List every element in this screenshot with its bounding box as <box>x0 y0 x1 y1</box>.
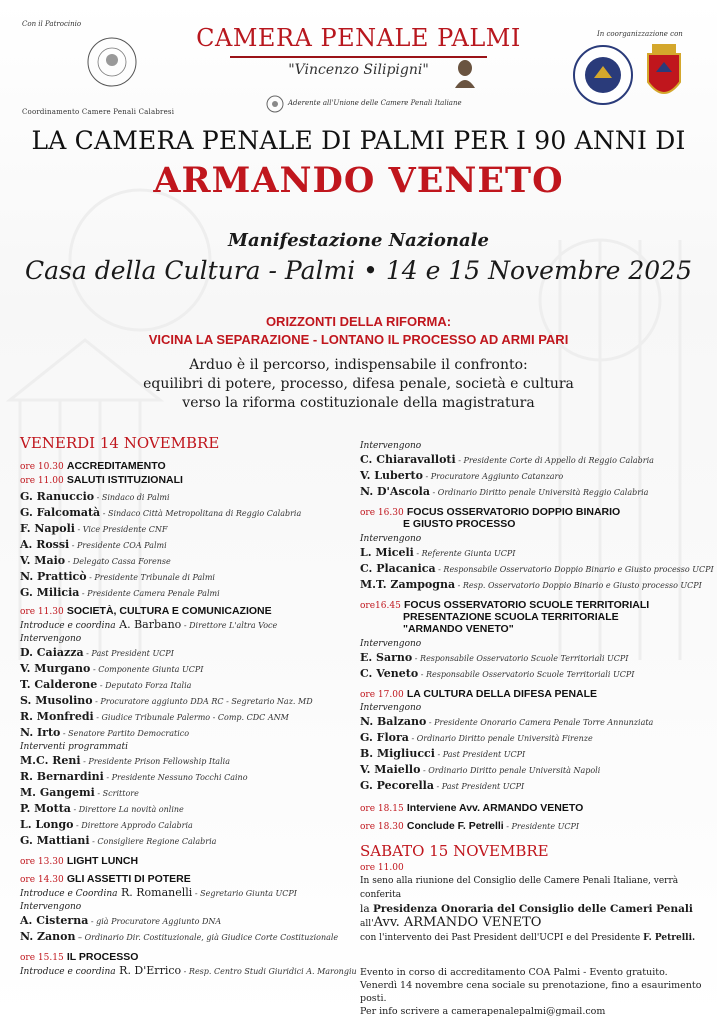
speaker-role: - già Procuratore Aggiunto DNA <box>88 917 222 926</box>
speaker-role: - Presidente COA Palmi <box>69 541 167 550</box>
speaker-row <box>20 693 355 709</box>
speaker-name: V. Luberto <box>360 469 423 482</box>
speaker-row <box>360 577 710 593</box>
speaker-row <box>360 746 710 762</box>
speaker-name: M.C. Reni <box>20 754 81 767</box>
slot-accreditamento: ore 10.30 ACCREDITAMENTO <box>20 460 166 472</box>
footer-line-2: Venerdì 14 novembre cena sociale su prenotazione, fino a esaurimento posti. <box>360 980 702 1004</box>
speaker-role: - Direttore Approdo Calabria <box>73 821 193 830</box>
tema-intro <box>0 356 717 413</box>
speaker-row <box>360 778 710 794</box>
speaker-row <box>20 769 355 785</box>
speaker-row <box>360 666 710 682</box>
slot-sabato: ore 11.00 <box>360 863 404 873</box>
speaker-role: - Responsabile Osservatorio Doppio Binario e Giusto processo UCPI <box>435 565 714 574</box>
s3-intro: Introduce e coordina A. Barbano - Direttore L'altra Voce <box>20 618 278 631</box>
footer-info <box>360 966 710 1018</box>
tema-intro-3: verso la riforma costituzionale della magistratura <box>182 395 535 411</box>
s9-list <box>360 714 710 794</box>
speaker-role: - Consigliere Regione Calabria <box>89 837 217 846</box>
speaker-row <box>360 452 710 468</box>
honoree-name: ARMANDO VENETO <box>153 160 564 201</box>
camera-penale-subtitle: "Vincenzo Silipigni" <box>288 62 429 78</box>
s9-intervengono-label: Intervengono <box>360 703 422 713</box>
speaker-row <box>360 714 710 730</box>
speaker-name: G. Milicia <box>20 586 80 599</box>
speaker-role: - Presidente Tribunale di Palmi <box>86 573 215 582</box>
speaker-row <box>20 833 355 849</box>
speaker-row <box>20 505 355 521</box>
speaker-role: - Sindaco di Palmi <box>94 493 170 502</box>
tema-line-2: VICINA LA SEPARAZIONE - LONTANO IL PROCESSO AD ARMI PARI <box>148 332 569 347</box>
speaker-name: T. Calderone <box>20 678 98 691</box>
slot-conclude: ore 18.30 Conclude F. Petrelli - Presidente UCPI <box>360 820 580 832</box>
speaker-name: N. Zanon <box>20 930 76 943</box>
event-place-date: Casa della Cultura - Palmi • 14 e 15 Novembre 2025 <box>25 256 692 285</box>
speaker-name: P. Motta <box>20 802 71 815</box>
speaker-role: - Past President UCPI <box>83 649 174 658</box>
speaker-role: - Responsabile Osservatorio Scuole Territoriali UCPI <box>412 654 629 663</box>
speaker-name: N. Balzano <box>360 715 427 728</box>
s5-list <box>20 913 355 945</box>
tema-intro-2: equilibri di potere, processo, difesa penale, società e cultura <box>143 376 574 392</box>
speaker-name: G. Flora <box>360 731 409 744</box>
speaker-row <box>20 489 355 505</box>
speaker-role: - Ordinario Diritto penale Università Firenze <box>408 734 593 743</box>
slot-cultura-difesa: ore 17.00 LA CULTURA DELLA DIFESA PENALE <box>360 688 598 700</box>
footer-line-1: Evento in corso di accreditamento COA Palmi - Evento gratuito. <box>360 967 668 978</box>
speaker-role: - Responsabile Osservatorio Scuole Territoriali UCPI <box>418 670 635 679</box>
speaker-role: - Giudice Tribunale Palermo - Comp. CDC ANM <box>93 713 289 722</box>
s5-intervengono-label: Intervengono <box>20 902 82 912</box>
aderente-label: Aderente all'Unione delle Camere Penali Italiane <box>288 99 462 107</box>
speaker-row <box>20 709 355 725</box>
ordine-avvocati-seal-icon <box>572 44 634 106</box>
slot-processo: ore 15.15 IL PROCESSO <box>20 951 139 963</box>
speaker-name: N. Pratticò <box>20 570 87 583</box>
slot-scuole: ore16.45 FOCUS OSSERVATORIO SCUOLE TERRITORIALI PRESENTAZIONE SCUOLA TERRITORIALE "ARMANDO VENETO" <box>360 599 650 635</box>
ucpi-small-seal-icon <box>266 95 284 113</box>
day-heading: VENERDI 14 NOVEMBRE <box>20 434 220 452</box>
speaker-name: G. Mattiani <box>20 834 90 847</box>
speaker-role: - Referente Giunta UCPI <box>413 549 516 558</box>
speaker-row <box>20 645 355 661</box>
speaker-name: D. Caiazza <box>20 646 84 659</box>
speaker-role: - Direttore La novità online <box>70 805 184 814</box>
speaker-name: L. Miceli <box>360 546 414 559</box>
speaker-role: - Procuratore Aggiunto Catanzaro <box>422 472 564 481</box>
sabato-line-3: all'Avv. ARMANDO VENETO <box>360 915 542 930</box>
r1-intervengono-label: Intervengono <box>360 441 422 451</box>
speaker-name: G. Pecorella <box>360 779 434 792</box>
speaker-role: - Senatore Partito Democratico <box>60 729 190 738</box>
speaker-name: C. Placanica <box>360 562 436 575</box>
s7-list <box>360 545 714 593</box>
speaker-role: - Past President UCPI <box>434 750 526 759</box>
speaker-name: R. Bernardini <box>20 770 104 783</box>
interventi-label: Interventi programmati <box>20 742 128 752</box>
speaker-name: E. Sarno <box>360 651 413 664</box>
speaker-row <box>20 677 355 693</box>
tema-heading <box>0 313 717 349</box>
speaker-row <box>360 545 710 561</box>
bust-icon <box>452 58 478 88</box>
speaker-name: S. Musolino <box>20 694 93 707</box>
title-underline <box>230 56 487 58</box>
speaker-row <box>20 725 355 741</box>
speaker-role: - Scrittore <box>94 789 139 798</box>
speaker-role: - Ordinario Diritto penale Università Napoli <box>420 766 601 775</box>
s5-intro: Introduce e Coordina R. Romanelli - Segretario Giunta UCPI <box>20 886 297 899</box>
speaker-role: - Vice Presidente CNF <box>74 525 168 534</box>
speaker-name: B. Migliucci <box>360 747 435 760</box>
slot-doppio-binario: ore 16.30 FOCUS OSSERVATORIO DOPPIO BINARIO E GIUSTO PROCESSO <box>360 506 621 530</box>
speaker-row <box>360 762 710 778</box>
speaker-role: – Ordinario Dir. Costituzionale, già Giudice Corte Costituzionale <box>75 933 339 942</box>
sabato-line-1: In seno alla riunione del Consiglio delle Camere Penali Italiane, verrà conferita <box>360 876 679 900</box>
speaker-role: - Presidente Corte di Appello di Reggio Calabria <box>455 456 654 465</box>
speaker-name: N. Irto <box>20 726 61 739</box>
speaker-role: - Delegato Cassa Forense <box>65 557 171 566</box>
speaker-row <box>20 753 355 769</box>
s8-list <box>360 650 710 682</box>
speaker-row <box>360 650 710 666</box>
speaker-name: F. Napoli <box>20 522 75 535</box>
slot-societa: ore 11.30 SOCIETÀ, CULTURA E COMUNICAZIONE <box>20 605 272 617</box>
program-day-1-continued <box>360 440 714 945</box>
speaker-name: G. Ranuccio <box>20 490 95 503</box>
speaker-row <box>360 484 710 500</box>
interventi-list <box>20 753 355 849</box>
slot-assetti: ore 14.30 GLI ASSETTI DI POTERE <box>20 873 191 885</box>
speaker-role: - Procuratore aggiunto DDA RC - Segretario Naz. MD <box>92 697 313 706</box>
speaker-name: A. Rossi <box>20 538 70 551</box>
r1-list <box>360 452 710 500</box>
tema-intro-1: Arduo è il percorso, indispensabile il confronto: <box>189 357 528 373</box>
speaker-row <box>20 569 355 585</box>
speaker-name: M.T. Zampogna <box>360 578 456 591</box>
s3-list <box>20 645 355 741</box>
s6-intro: Introduce e coordina R. D'Errico - Resp. Centro Studi Giuridici A. Marongiu <box>20 964 357 977</box>
speaker-row <box>360 561 714 577</box>
speaker-row <box>20 817 355 833</box>
s8-intervengono-label: Intervengono <box>360 639 422 649</box>
saluti-list <box>20 489 355 601</box>
speaker-row <box>20 913 355 929</box>
s3-intervengono-label: Intervengono <box>20 634 82 644</box>
speaker-row <box>20 785 355 801</box>
speaker-role: - Resp. Osservatorio Doppio Binario e Giusto processo UCPI <box>455 581 702 590</box>
speaker-name: V. Murgano <box>20 662 91 675</box>
footer-line-3: Per info scrivere a camerapenalepalmi@gmail.com <box>360 1006 606 1017</box>
speaker-name: M. Gangemi <box>20 786 95 799</box>
speaker-name: V. Maio <box>20 554 66 567</box>
slot-lunch: ore 13.30 LIGHT LUNCH <box>20 855 139 867</box>
speaker-row <box>20 585 355 601</box>
speaker-role: - Presidente Nessuno Tocchi Caino <box>103 773 248 782</box>
sabato-line-4: con l'intervento dei Past President dell'UCPI e del Presidente F. Petrelli. <box>360 933 696 943</box>
speaker-role: - Componente Giunta UCPI <box>90 665 204 674</box>
speaker-row <box>20 929 355 945</box>
speaker-role: - Presidente Onorario Camera Penale Torre Annunziata <box>426 718 654 727</box>
camera-penale-title: CAMERA PENALE PALMI <box>196 24 521 52</box>
speaker-name: C. Chiaravalloti <box>360 453 456 466</box>
speaker-row <box>20 537 355 553</box>
speaker-name: A. Cisterna <box>20 914 89 927</box>
speaker-row <box>360 468 710 484</box>
sabato-line-2: la Presidenza Onoraria del Consiglio delle Cameri Penali <box>360 903 693 915</box>
speaker-name: G. Falcomatà <box>20 506 101 519</box>
slot-interviene: ore 18.15 Interviene Avv. ARMANDO VENETO <box>360 802 584 814</box>
speaker-row <box>20 661 355 677</box>
speaker-role: - Past President UCPI <box>433 782 525 791</box>
s7-intervengono-label: Intervengono <box>360 534 422 544</box>
speaker-role: - Presidente Prison Fellowship Italia <box>80 757 230 766</box>
patrocinio-label: Con il Patrocinio <box>22 20 82 28</box>
main-title-line: LA CAMERA PENALE DI PALMI PER I 90 ANNI DI <box>31 126 686 155</box>
speaker-name: R. Monfredi <box>20 710 94 723</box>
sabato-description <box>360 874 710 945</box>
speaker-role: - Ordinario Diritto penale Università Reggio Calabria <box>430 488 649 497</box>
speaker-name: L. Longo <box>20 818 74 831</box>
speaker-role: - Presidente Camera Penale Palmi <box>79 589 220 598</box>
manifestazione-label: Manifestazione Nazionale <box>228 230 489 251</box>
tema-line-1: ORIZZONTI DELLA RIFORMA: <box>265 314 452 329</box>
speaker-row <box>20 553 355 569</box>
speaker-row <box>20 521 355 537</box>
speaker-name: V. Maiello <box>360 763 421 776</box>
speaker-role: - Deputato Forza Italia <box>97 681 192 690</box>
speaker-role: - Sindaco Città Metropolitana di Reggio Calabria <box>100 509 302 518</box>
palmi-coat-of-arms-icon <box>640 42 688 106</box>
coorganizzazione-label: In coorganizzazione con <box>597 30 683 38</box>
program-day-1 <box>20 434 355 979</box>
speaker-name: C. Veneto <box>360 667 419 680</box>
speaker-name: N. D'Ascola <box>360 485 430 498</box>
slot-saluti: ore 11.00 SALUTI ISTITUZIONALI <box>20 474 183 486</box>
day-2-heading: SABATO 15 NOVEMBRE <box>360 842 549 860</box>
speaker-row <box>20 801 355 817</box>
coordinamento-label: Coordinamento Camere Penali Calabresi <box>22 108 175 116</box>
speaker-row <box>360 730 710 746</box>
